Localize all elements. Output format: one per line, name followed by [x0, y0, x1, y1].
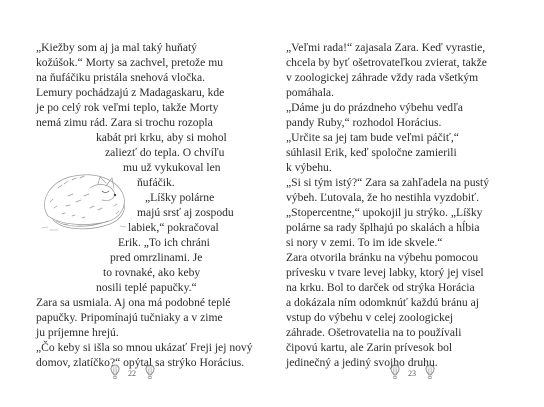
text-line: domov, zlatíčko?“ opýtal sa strýko Horácius. — [36, 356, 245, 369]
text-line: súhlasil Erik, keď spoločne zamierili — [286, 146, 457, 159]
text-line: papučky. Pripomínajú tučniaky a v zime — [36, 311, 223, 324]
text-line: na krku. Bol to darček od strýka Horácia — [286, 281, 475, 294]
text-line: k výbehu. — [286, 161, 332, 174]
text-line: pred omrzlinami. Je — [110, 251, 203, 264]
text-line: si nory v zemi. To im ide skvele.“ — [286, 236, 443, 249]
text-line: Zara otvorila bránku na výbehu pomocou — [286, 251, 479, 264]
text-line: ju príjemne hrejú. — [36, 326, 119, 339]
text-line: Zara sa usmiala. Aj ona má podobné teplé — [36, 296, 231, 309]
text-line: to rovnaké, ako keby — [103, 266, 201, 279]
text-line: majú srsť aj zospodu — [137, 206, 234, 219]
text-line: „Si si tým istý?“ Zara sa zahľadela na pustý — [286, 176, 490, 189]
text-line: „Veľmi rada!“ zajasala Zara. Keď vyrastie, — [286, 41, 486, 54]
text-line: nemá zimu rád. Zara si trochu rozopla — [36, 116, 213, 129]
text-line: prívesku v tvare levej labky, ktorý jej visel — [286, 266, 484, 279]
text-line: vstup do výbehu v celej zoologickej — [286, 311, 454, 324]
hot-air-balloon-icon — [425, 364, 435, 380]
text-line: kabát pri krku, aby si mohol — [96, 131, 227, 144]
text-line: ňufáčik. — [137, 176, 175, 189]
text-line: nosili teplé papučky.“ — [96, 281, 197, 294]
page-number: 22 — [128, 369, 136, 378]
text-line: výbeh. Ľutovala, že ho nestihla vyzdobiť. — [286, 191, 479, 204]
text-line: „Určite sa jej tam bude veľmi páčiť,“ — [286, 131, 459, 144]
text-line: „Stopercentne,“ upokojil ju strýko. „Líšky — [286, 206, 483, 219]
text-line: pandy Ruby,“ rozhodol Horácius. — [286, 116, 442, 129]
hot-air-balloon-icon — [110, 364, 120, 380]
text-line: „Kiežby som aj ja mal taký huňatý — [36, 41, 197, 54]
sleeping-arctic-fox-illustration — [28, 158, 138, 238]
page-number: 23 — [408, 369, 416, 378]
right-page — [272, 0, 544, 407]
text-line: čipovú kartu, ale Zarin prívesok bol — [286, 341, 453, 354]
text-line: Erik. „To ich chráni — [118, 236, 210, 249]
text-line: Lemury pochádzajú z Madagaskaru, kde — [36, 86, 225, 99]
text-line: je po celý rok veľmi teplo, takže Morty — [36, 101, 219, 114]
text-line: na ňufáčiku pristála snehová vločka. — [36, 71, 206, 84]
text-line: záhrade. Ošetrovatelia na to používali — [286, 326, 462, 339]
text-line: „Čo keby si išla so mnou ukázať Freji jej nový — [36, 341, 253, 354]
text-line: pomáhala. — [286, 86, 334, 99]
text-line: zaliezť do tepla. O chvíľu — [105, 146, 225, 159]
text-line: labiek,“ pokračoval — [128, 221, 219, 234]
text-line: chcela by byť ošetrovateľkou zvierat, takže — [286, 56, 487, 69]
text-line: mu už vykukoval len — [123, 161, 221, 174]
text-line: polárne sa rady šplhajú po skalách a hĺbia — [286, 221, 480, 234]
text-line: a dokázala ním odomknúť každú bránu aj — [286, 296, 479, 309]
text-line: v zoologickej záhrade vždy rada všetkým — [286, 71, 479, 84]
text-line: „Líšky polárne — [145, 191, 215, 204]
hot-air-balloon-icon — [145, 364, 155, 380]
text-line: jedinečný a jediný svojho druhu. — [286, 356, 438, 369]
text-line: „Dáme ju do prázdneho výbehu vedľa — [286, 101, 463, 114]
text-line: kožúšok.“ Morty sa zachvel, pretože mu — [36, 56, 224, 69]
hot-air-balloon-icon — [390, 364, 400, 380]
